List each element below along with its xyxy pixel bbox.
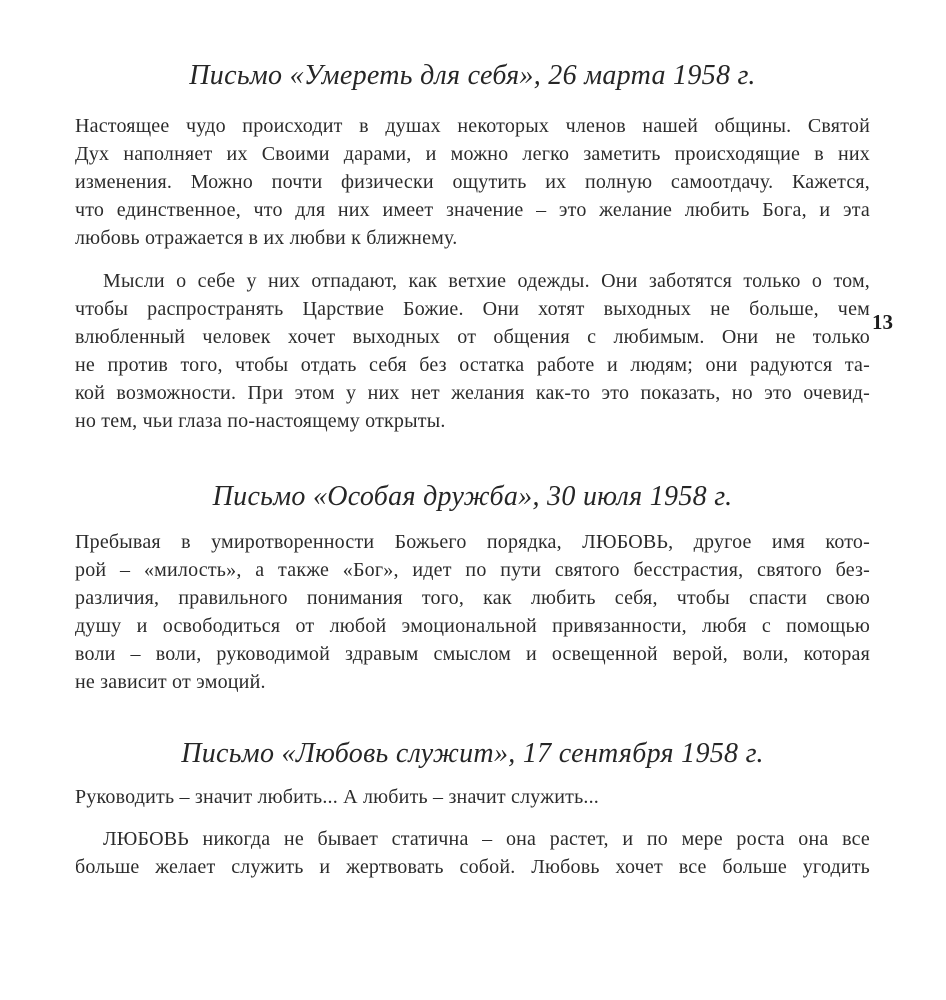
text-line: что единственное, что для них имеет значение – это желание любить Бога, и эта — [75, 199, 870, 221]
letter-heading: Письмо «Умереть для себя», 26 марта 1958 г. — [189, 60, 756, 91]
text-line: Руководить – значит любить... А любить – значит служить... — [75, 786, 600, 808]
letter-section-lyubov-sluzhit — [75, 734, 870, 881]
paragraph — [75, 825, 870, 881]
paragraph — [75, 783, 870, 811]
paragraph — [75, 112, 870, 252]
text-line: рой – «милость», а также «Бог», идет по пути святого бесстрастия, святого без- — [75, 559, 870, 581]
letter-heading: Письмо «Любовь служит», 17 сентября 1958 г. — [181, 738, 764, 769]
page-content — [75, 0, 870, 895]
text-line: различия, правильного понимания того, как любить себя, чтобы спасти свою — [75, 587, 870, 609]
paragraph — [75, 267, 870, 435]
text-line: Пребывая в умиротворенности Божьего порядка, ЛЮБОВЬ, другое имя кото- — [75, 531, 870, 553]
text-line: Мысли о себе у них отпадают, как ветхие одежды. Они заботятся только о том, — [103, 270, 870, 292]
text-line: но тем, чьи глаза по-настоящему открыты. — [75, 410, 446, 432]
text-line: влюбленный человек хочет выходных от общения с любимым. Они не только — [75, 326, 870, 348]
paragraph — [75, 528, 870, 696]
text-line: Дух наполняет их Своими дарами, и можно легко заметить происходящие в них — [75, 143, 870, 165]
text-line: кой возможности. При этом у них нет желания как-то это показать, но это очевид- — [75, 382, 870, 404]
text-line: Настоящее чудо происходит в душах некоторых членов нашей общины. Святой — [75, 115, 870, 137]
text-line: ЛЮБОВЬ никогда не бывает статична – она растет, и по мере роста она все — [103, 828, 870, 850]
text-line: душу и освободиться от любой эмоциональной привязанности, любя с помощью — [75, 615, 870, 637]
text-line: чтобы распространять Царствие Божие. Они хотят выходных не больше, чем — [75, 298, 870, 320]
letter-section-umeret-dlya-sebya — [75, 56, 870, 435]
text-line: не зависит от эмоций. — [75, 671, 266, 693]
page-number: 13 — [872, 310, 893, 334]
letter-heading: Письмо «Особая дружба», 30 июля 1958 г. — [212, 481, 733, 512]
text-line: изменения. Можно почти физически ощутить их полную самоотдачу. Кажется, — [75, 171, 870, 193]
letter-section-osobaya-druzhba — [75, 477, 870, 696]
text-line: больше желает служить и жертвовать собой. Любовь хочет все больше угодить — [75, 856, 870, 878]
text-line: любовь отражается в их любви к ближнему. — [75, 227, 458, 249]
text-line: не против того, чтобы отдать себя без остатка работе и людям; они радуются та- — [75, 354, 870, 376]
text-line: воли – воли, руководимой здравым смыслом и освещенной верой, воли, которая — [75, 643, 870, 665]
